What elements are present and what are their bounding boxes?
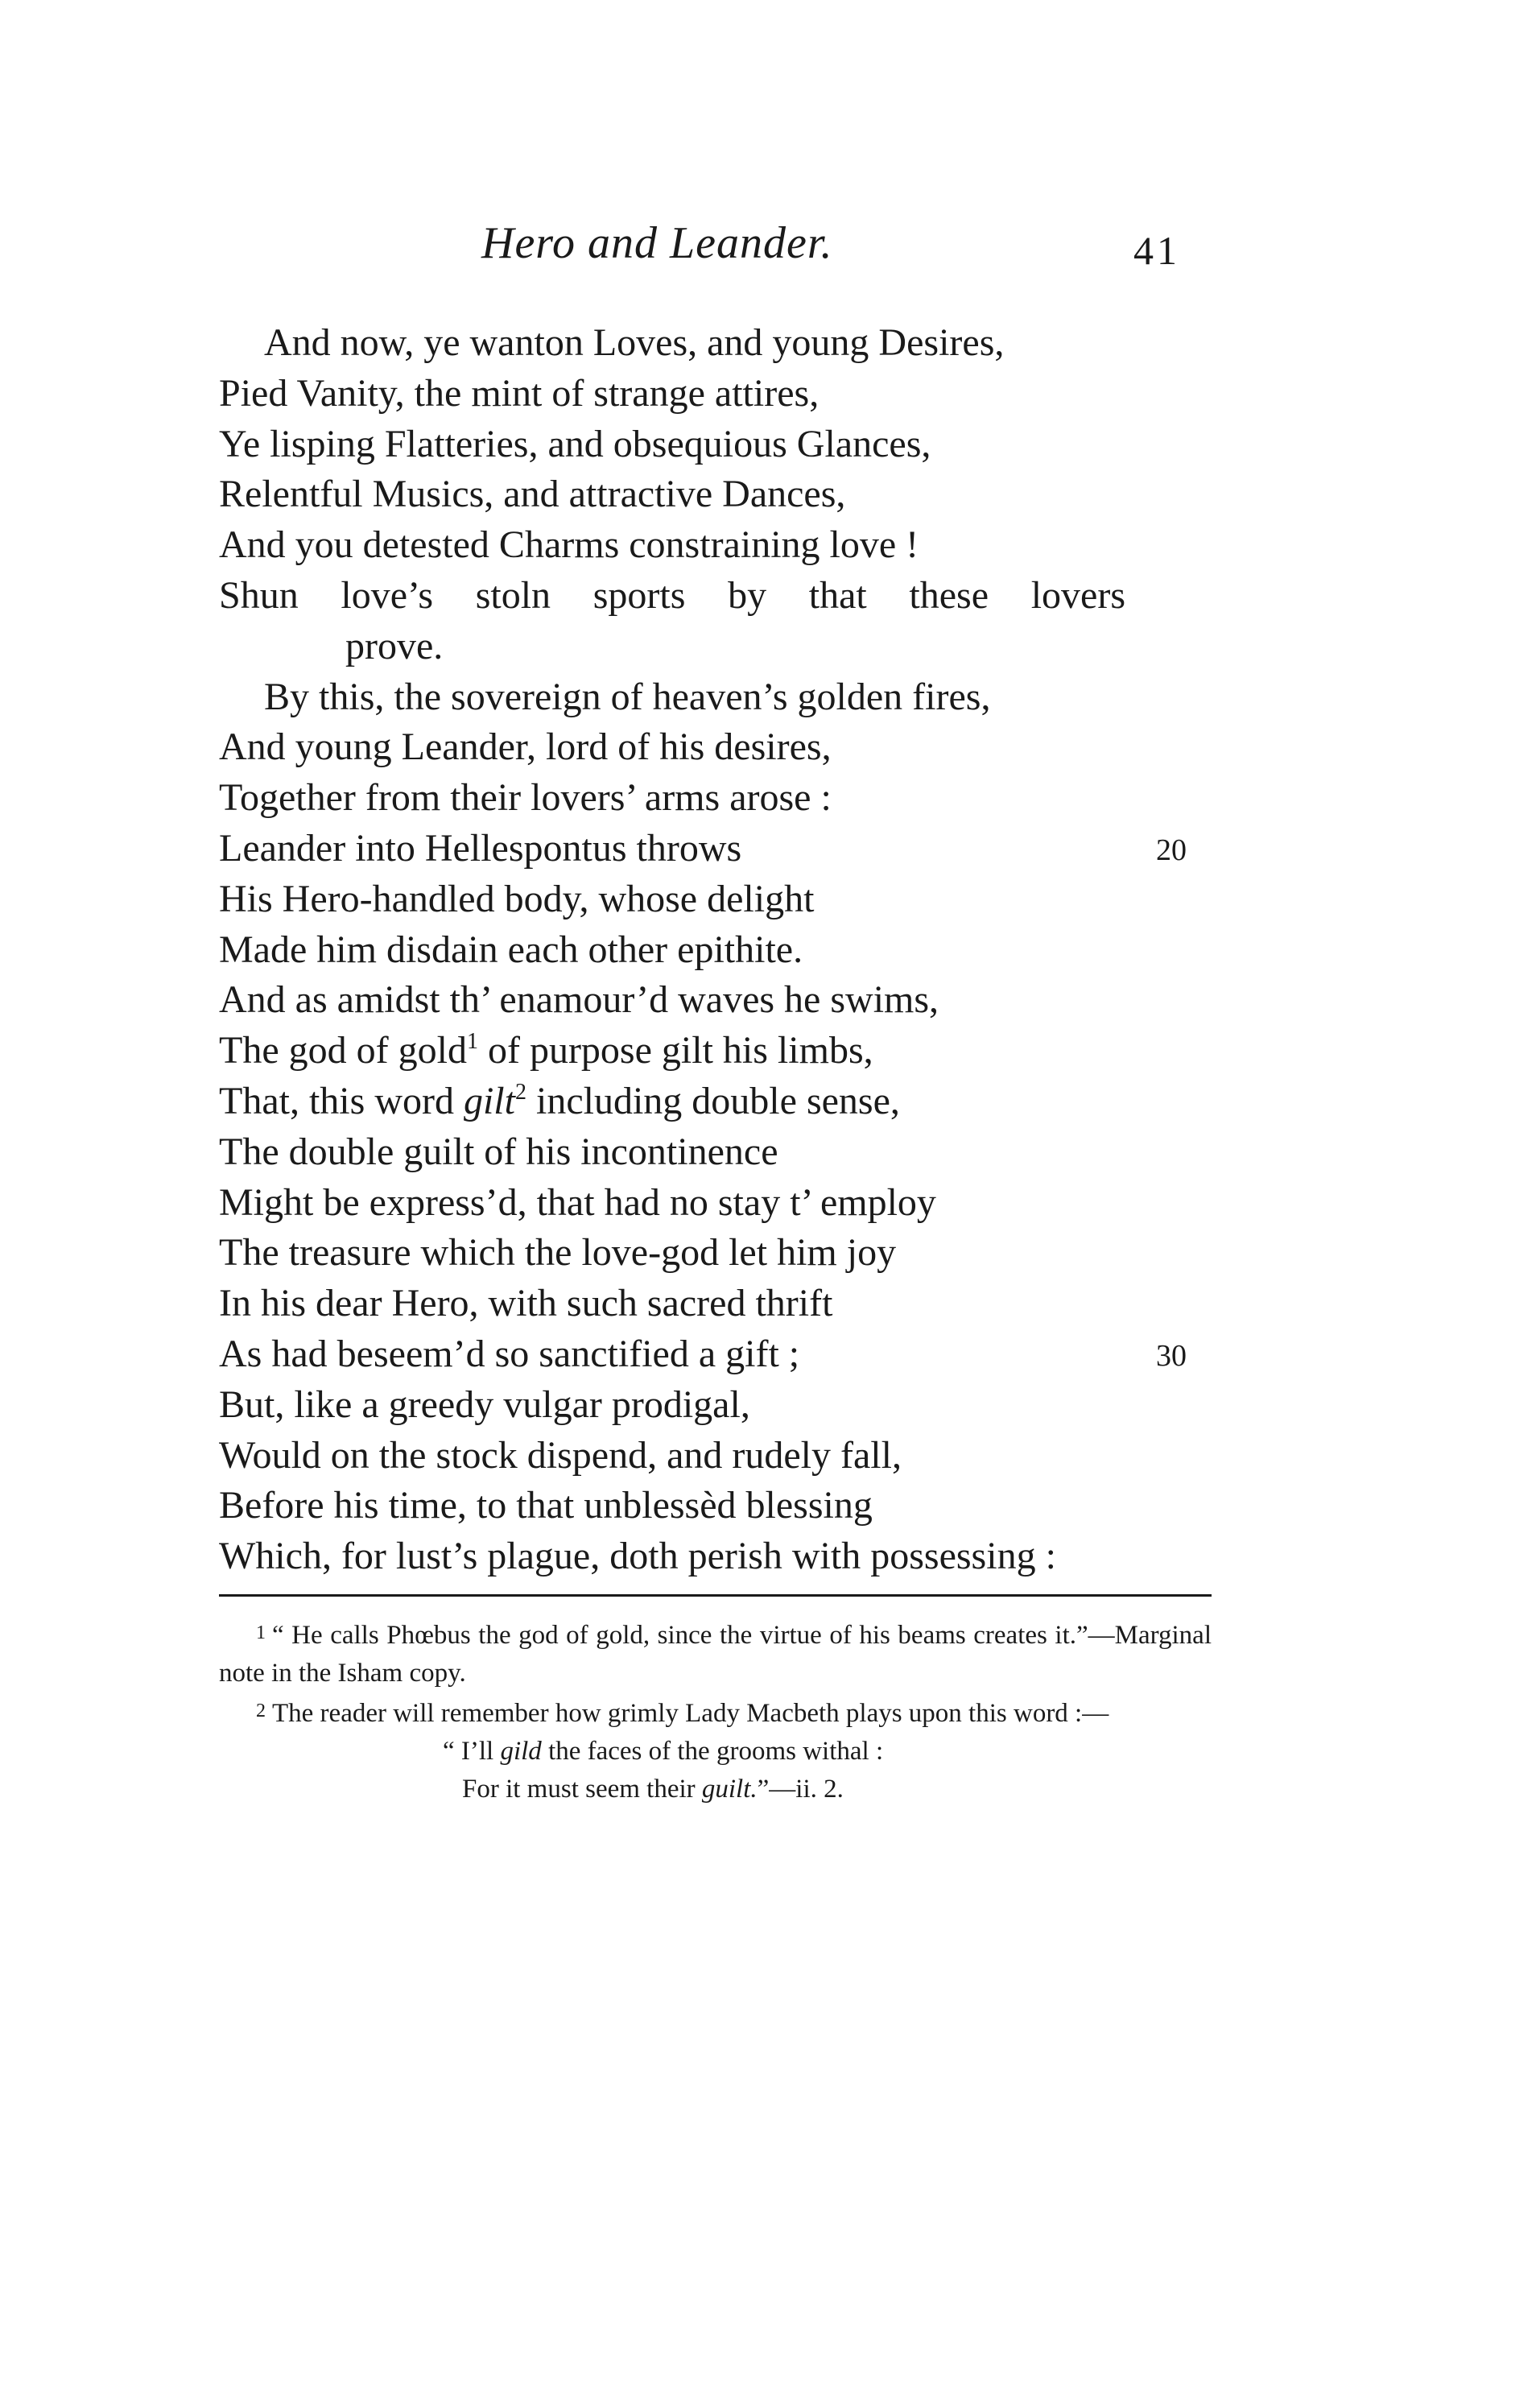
footnote-ref: 1	[466, 1029, 478, 1055]
verse-line: And you detested Charms constraining love !	[219, 523, 919, 567]
footnote-ref: 2	[514, 1079, 526, 1105]
verse-line: His Hero-handled body, whose delight	[219, 877, 815, 920]
verse-line: Relentful Musics, and attractive Dances,	[219, 473, 846, 516]
line-number: 30	[1156, 1338, 1187, 1373]
footnotes	[219, 1614, 1212, 1808]
verse-line: Which, for lust’s plague, doth perish with possessing :	[219, 1535, 1056, 1578]
verse-line: Would on the stock dispend, and rudely fall,	[219, 1433, 902, 1477]
line-number: 20	[1156, 833, 1187, 867]
page-number: 41	[1133, 228, 1180, 273]
footnote-rule	[219, 1594, 1212, 1597]
verse-line: As had beseem’d so sanctified a gift ; 30	[219, 1329, 1225, 1380]
verse-line: Leander into Hellespontus throws 20	[219, 824, 1225, 874]
verse-line: In his dear Hero, with such sacred thrift	[219, 1282, 833, 1325]
quote-line: For it must seem their guilt.”—ii. 2.	[462, 1775, 844, 1804]
verse-line: By this, the sovereign of heaven’s golden fires,	[264, 675, 991, 718]
verse-line: Made him disdain each other epithite.	[219, 928, 803, 971]
verse-line: Before his time, to that unblessèd blessing	[219, 1484, 873, 1527]
verse-line: Might be express’d, that had no stay t’ employ	[219, 1180, 936, 1224]
verse-line: Shun love’s stoln sports by that these lovers	[219, 573, 1125, 617]
verse-line: The treasure which the love-god let him joy	[219, 1231, 897, 1275]
verse-line: And as amidst th’ enamour’d waves he swims,	[219, 978, 939, 1022]
footnote-1: 1 “ He calls Phœbus the god of gold, since the virtue of his beams creates it.”—Marginal note in the Isham copy.	[219, 1621, 1212, 1688]
footnote-mark: 2	[256, 1701, 266, 1721]
poem-body	[219, 318, 1225, 1582]
verse-line: Pied Vanity, the mint of strange attires,	[219, 371, 820, 415]
verse-line: Together from their lovers’ arms arose :	[219, 776, 832, 820]
quote-line: “ I’ll gild the faces of the grooms withal :	[443, 1737, 884, 1766]
emphasized-word: gilt	[463, 1079, 515, 1122]
verse-line: Ye lisping Flatteries, and obsequious Glances,	[219, 422, 931, 465]
verse-line: And now, ye wanton Loves, and young Desires,	[264, 321, 1005, 364]
verse-line-runover: prove.	[345, 624, 444, 667]
footnote-2: 2 The reader will remember how grimly Lady Macbeth plays upon this word :—	[256, 1699, 1109, 1728]
footnote-mark: 1	[256, 1622, 266, 1643]
verse-line: But, like a greedy vulgar prodigal,	[219, 1382, 750, 1426]
running-title: Hero and Leander.	[481, 218, 833, 268]
verse-line: That, this word gilt$^2$ including double sense,	[219, 1079, 900, 1122]
footnote-quotation	[443, 1733, 1212, 1808]
verse-line: The double guilt of his incontinence	[219, 1130, 778, 1173]
verse-line: The god of gold$^1$ of purpose gilt his limbs,	[219, 1029, 873, 1072]
verse-line: And young Leander, lord of his desires,	[219, 725, 832, 769]
